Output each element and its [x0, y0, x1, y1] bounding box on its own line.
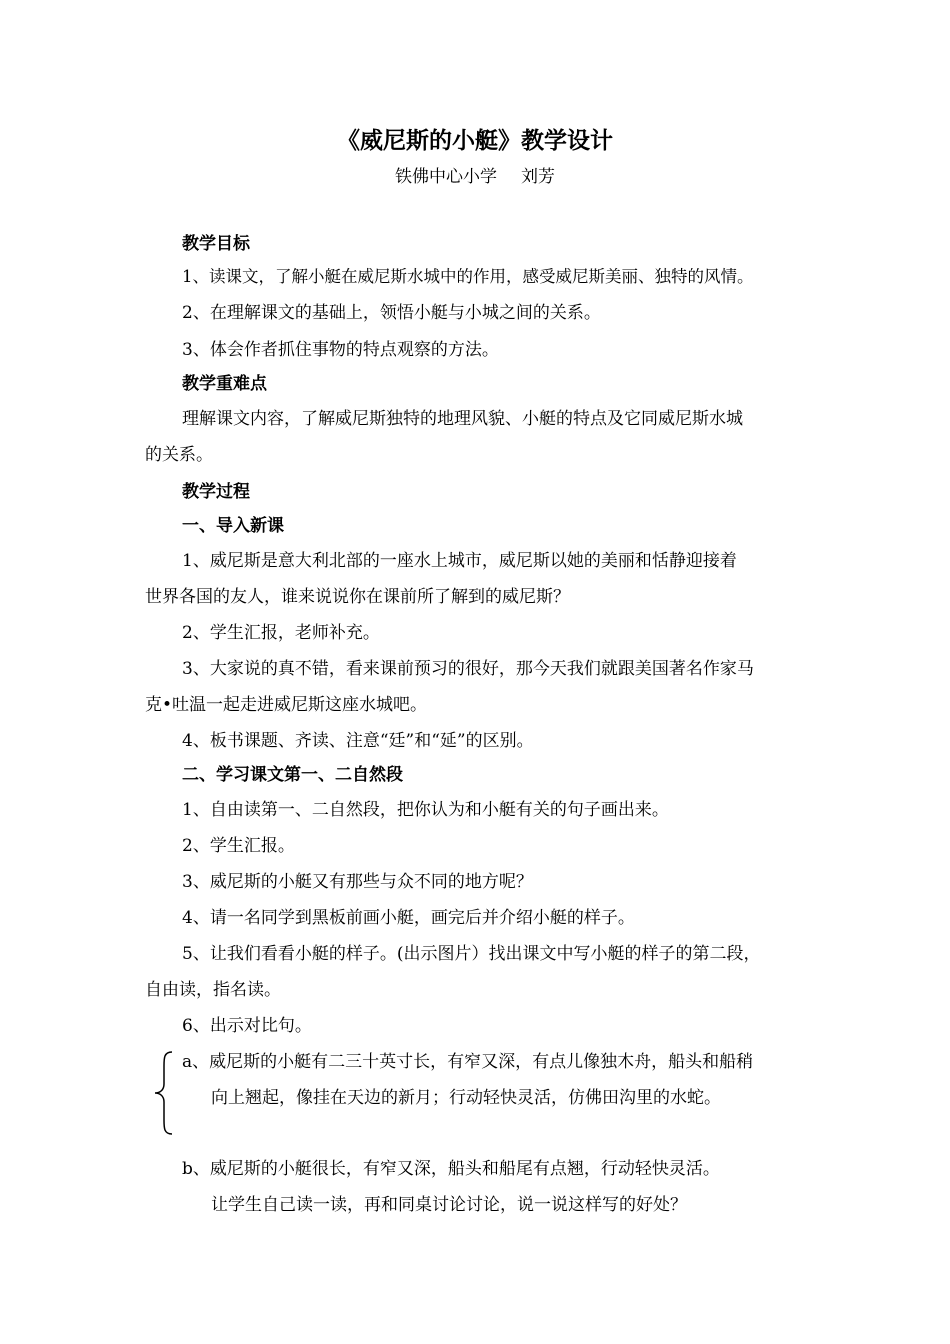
comparison-a-line2: 向上翘起，像挂在天边的新月；行动轻快灵活，仿佛田沟里的水蛇。: [211, 1088, 721, 1108]
section1-heading: 一、导入新课: [182, 516, 284, 536]
section1-para3-line1: 3、大家说的真不错，看来课前预习的很好，那今天我们就跟美国著名作家马: [182, 659, 754, 679]
key-points-heading: 教学重难点: [182, 374, 267, 394]
process-heading: 教学过程: [182, 482, 250, 502]
author-name: 刘芳: [521, 167, 555, 187]
author-school: 铁佛中心小学: [395, 167, 497, 187]
section2-para3: 3、威尼斯的小艇又有那些与众不同的地方呢？: [182, 872, 533, 892]
section2-heading: 二、学习课文第一、二自然段: [182, 765, 403, 785]
section2-para4: 4、请一名同学到黑板前画小艇，画完后并介绍小艇的样子。: [182, 908, 635, 928]
document-title: 《威尼斯的小艇》教学设计: [337, 128, 613, 154]
section2-para1: 1、自由读第一、二自然段，把你认为和小艇有关的句子画出来。: [182, 800, 669, 820]
section1-para1-line1: 1、威尼斯是意大利北部的一座水上城市，威尼斯以她的美丽和恬静迎接着: [182, 551, 737, 571]
section2-para2: 2、学生汇报。: [182, 836, 295, 856]
objective-item-1: 1、读课文，了解小艇在威尼斯水城中的作用，感受威尼斯美丽、独特的风情。: [182, 267, 754, 286]
section1-para4: 4、板书课题、齐读、注意“廷”和“延”的区别。: [182, 731, 534, 751]
key-points-line-2: 的关系。: [145, 445, 213, 465]
objectives-heading: 教学目标: [182, 234, 250, 254]
section2-para6: 6、出示对比句。: [182, 1016, 312, 1036]
comparison-b: b、威尼斯的小艇很长，有窄又深，船头和船尾有点翘，行动轻快灵活。: [182, 1159, 720, 1179]
author-line: [0, 162, 950, 187]
objective-item-2: 2、在理解课文的基础上，领悟小艇与小城之间的关系。: [182, 303, 601, 323]
section2-para5-line2: 自由读，指名读。: [145, 980, 281, 1000]
section1-para3-line2: 克•吐温一起走进威尼斯这座水城吧。: [145, 695, 428, 715]
section1-para1-line2: 世界各国的友人，谁来说说你在课前所了解到的威尼斯？: [145, 587, 570, 607]
left-brace-icon: [152, 1050, 176, 1136]
discussion-instruction: 让学生自己读一读，再和同桌讨论讨论，说一说这样写的好处？: [211, 1195, 687, 1215]
comparison-a-line1: a、威尼斯的小艇有二三十英寸长，有窄又深，有点儿像独木舟，船头和船稍: [182, 1052, 754, 1072]
section2-para5-line1: 5、让我们看看小艇的样子。(出示图片）找出课文中写小艇的样子的第二段，: [182, 944, 761, 964]
key-points-line-1: 理解课文内容，了解威尼斯独特的地理风貌、小艇的特点及它同威尼斯水城: [182, 409, 743, 429]
section1-para2: 2、学生汇报，老师补充。: [182, 623, 380, 643]
objective-item-3: 3、体会作者抓住事物的特点观察的方法。: [182, 340, 499, 360]
